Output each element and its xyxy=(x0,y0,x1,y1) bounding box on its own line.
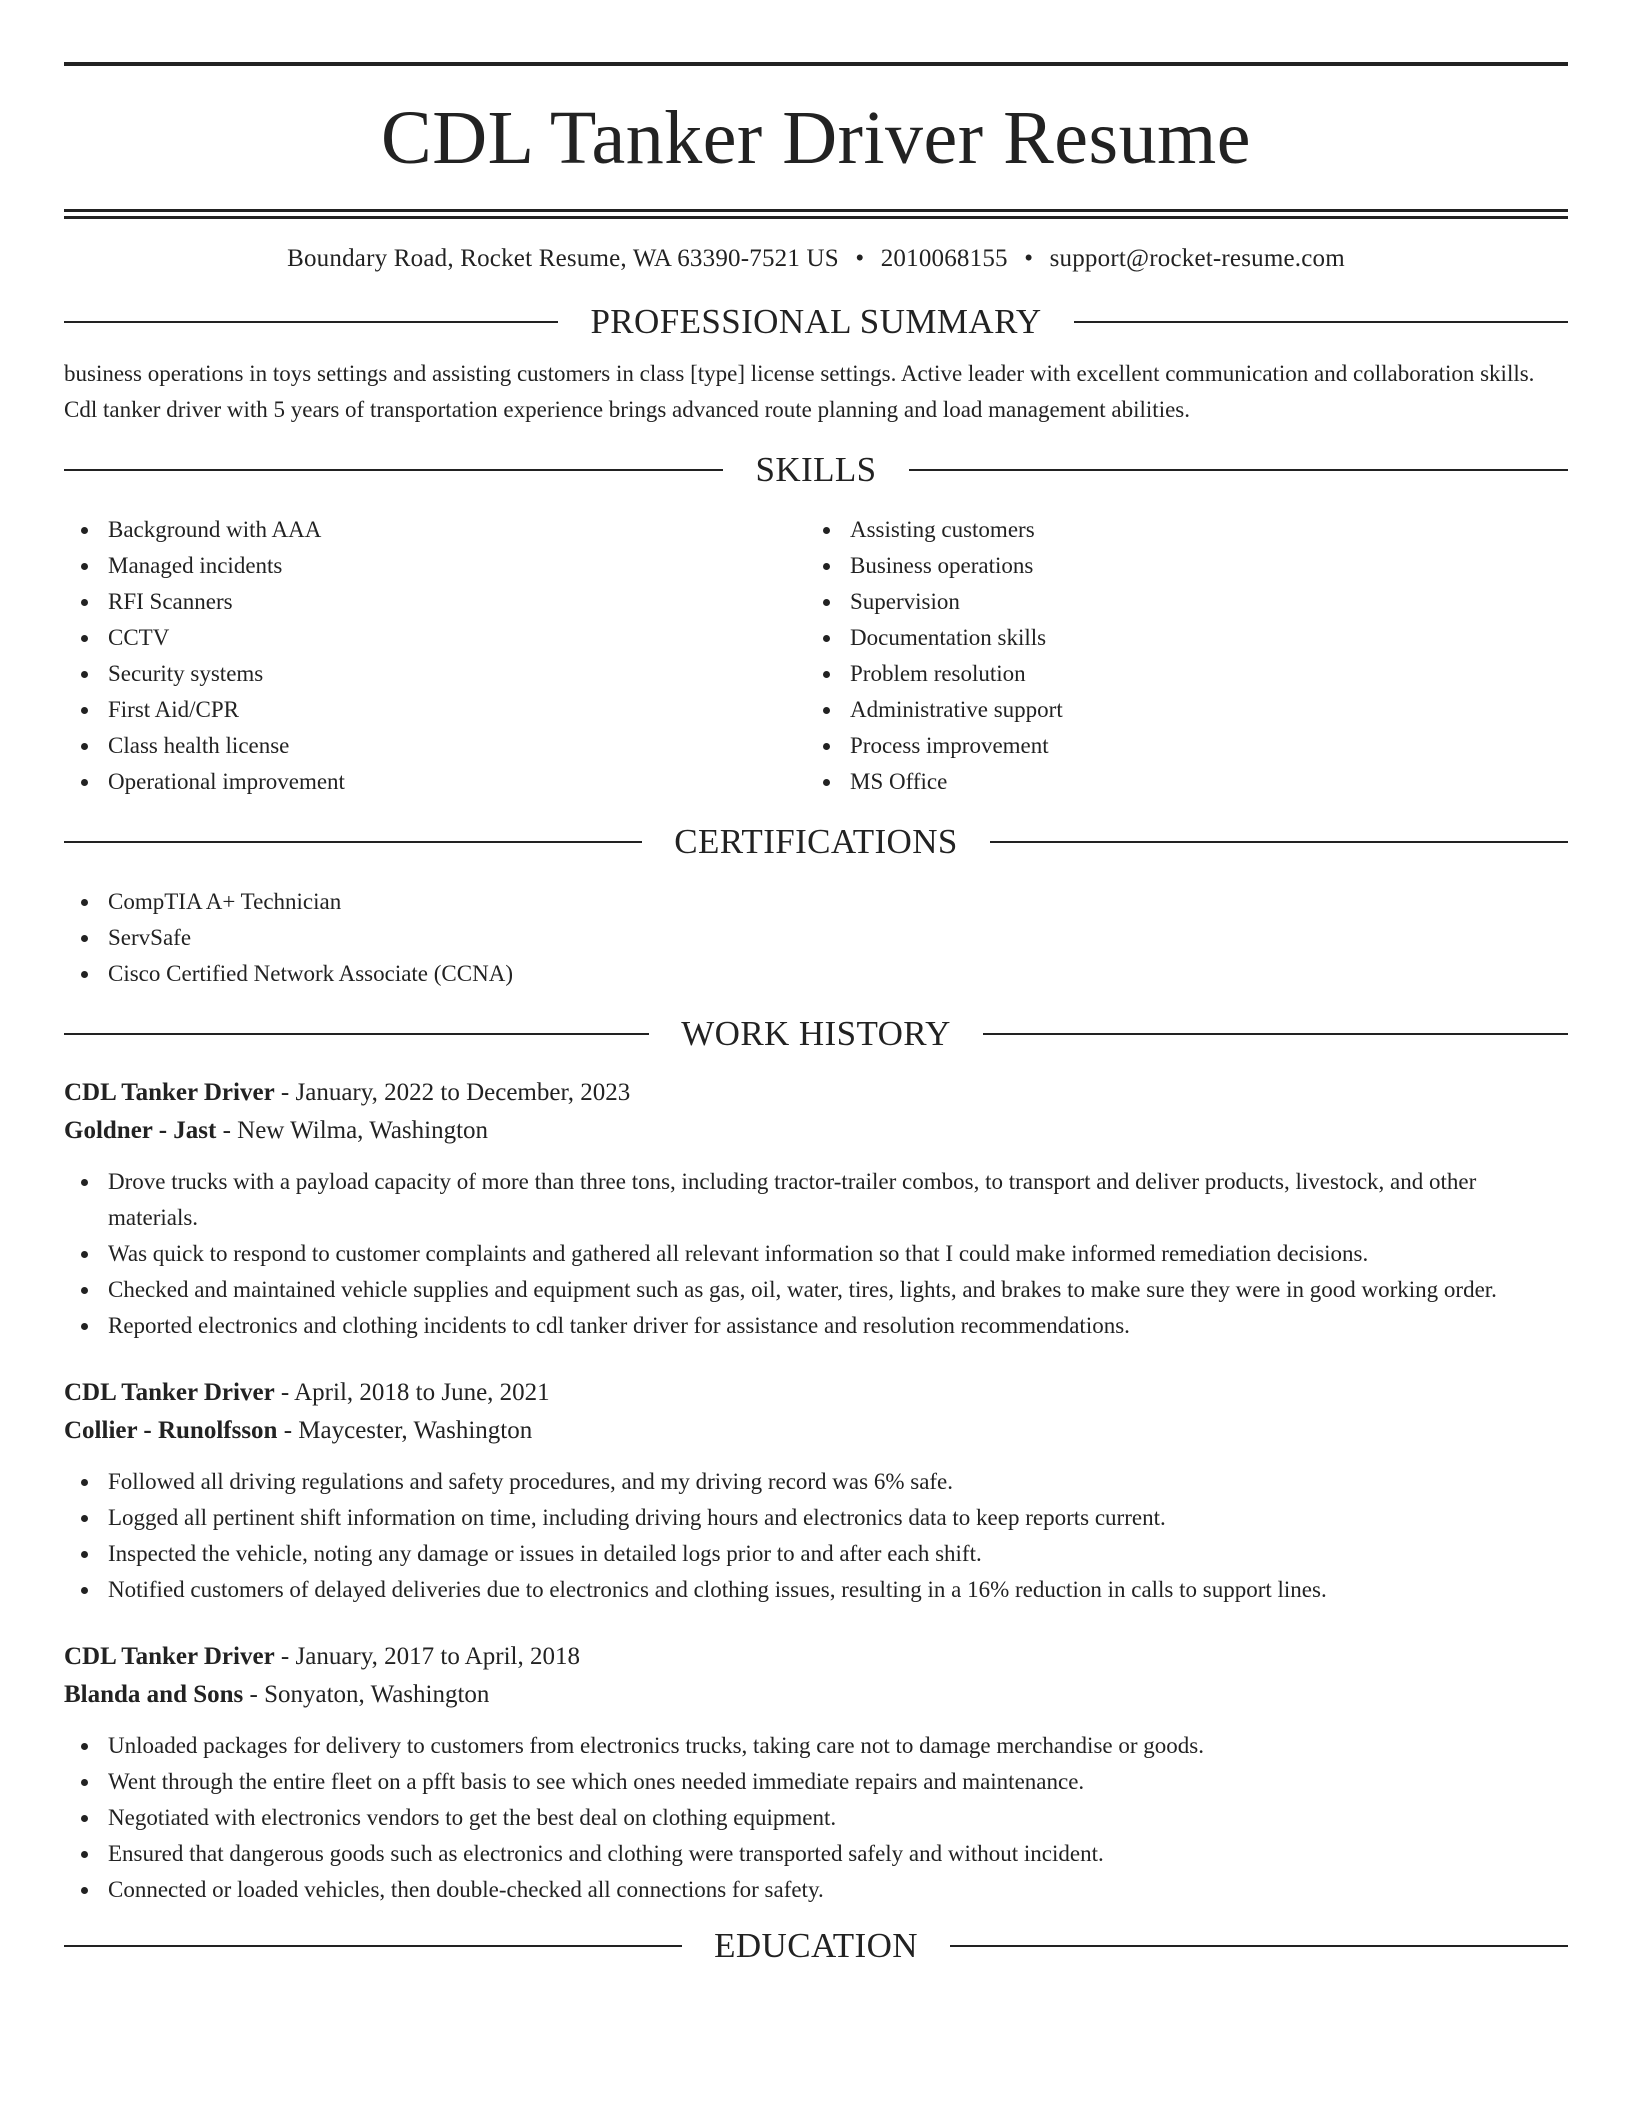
job-title-line xyxy=(64,1638,1568,1676)
skills-list-left xyxy=(64,512,806,800)
section-rule-left xyxy=(64,841,642,843)
job-location: - New Wilma, Washington xyxy=(216,1117,489,1144)
work-history-list xyxy=(64,1074,1568,1908)
section-rule-right xyxy=(983,1033,1568,1035)
skills-heading: SKILLS xyxy=(755,450,877,489)
certification-item: ServSafe xyxy=(64,920,1568,956)
job-entry xyxy=(64,1638,1568,1908)
job-bullet: Drove trucks with a payload capacity of more than three tons, including tractor-trailer combos, to transport and deliver products, livestock, and other materials. xyxy=(64,1164,1568,1236)
job-entry xyxy=(64,1374,1568,1608)
job-title: CDL Tanker Driver xyxy=(64,1379,275,1406)
education-section-header xyxy=(64,1926,1568,1966)
skills-section-header xyxy=(64,450,1568,490)
skill-item: CCTV xyxy=(64,620,806,656)
page-title: CDL Tanker Driver Resume xyxy=(381,96,1251,180)
section-rule-right xyxy=(909,469,1568,471)
certification-item: CompTIA A+ Technician xyxy=(64,884,1568,920)
contact-line xyxy=(64,244,1568,274)
job-bullet: Was quick to respond to customer complaints and gathered all relevant information so that I could make informed remediation decisions. xyxy=(64,1236,1568,1272)
contact-separator: • xyxy=(1024,245,1034,272)
job-bullet: Reported electronics and clothing incidents to cdl tanker driver for assistance and resolution recommendations. xyxy=(64,1308,1568,1344)
section-rule-left xyxy=(64,1945,682,1947)
job-bullet: Logged all pertinent shift information on time, including driving hours and electronics data to keep reports current. xyxy=(64,1500,1568,1536)
summary-text: business operations in toys settings and assisting customers in class [type] license settings. Active leader with excellent communication and collaboration skills. Cdl tanker driver with 5 years of transportation experience brings advanced route planning and load management abilities. xyxy=(64,361,1535,422)
certification-item: Cisco Certified Network Associate (CCNA) xyxy=(64,956,1568,992)
work-section-header xyxy=(64,1014,1568,1054)
certifications-list xyxy=(64,884,1568,992)
skill-item: Operational improvement xyxy=(64,764,806,800)
job-bullet: Notified customers of delayed deliveries due to electronics and clothing issues, resulting in a 16% reduction in calls to support lines. xyxy=(64,1572,1568,1608)
education-heading: EDUCATION xyxy=(714,1926,918,1965)
job-bullet: Followed all driving regulations and safety procedures, and my driving record was 6% safe. xyxy=(64,1464,1568,1500)
job-bullet: Connected or loaded vehicles, then double-checked all connections for safety. xyxy=(64,1872,1568,1908)
contact-separator: • xyxy=(855,245,865,272)
job-location: - Sonyaton, Washington xyxy=(243,1681,490,1708)
skill-item: Supervision xyxy=(806,584,1548,620)
job-bullet: Inspected the vehicle, noting any damage or issues in detailed logs prior to and after each shift. xyxy=(64,1536,1568,1572)
summary-section-header xyxy=(64,302,1568,342)
job-bullet: Ensured that dangerous goods such as electronics and clothing were transported safely and without incident. xyxy=(64,1836,1568,1872)
job-bullets xyxy=(64,1728,1568,1908)
title-double-rule xyxy=(64,209,1568,219)
skill-item: Problem resolution xyxy=(806,656,1548,692)
job-company-line xyxy=(64,1412,1568,1450)
skill-item: MS Office xyxy=(806,764,1548,800)
job-bullets xyxy=(64,1164,1568,1344)
skill-item: Administrative support xyxy=(806,692,1548,728)
contact-address: Boundary Road, Rocket Resume, WA 63390-7521 US xyxy=(287,245,839,272)
section-rule-right xyxy=(950,1945,1568,1947)
job-company-line xyxy=(64,1676,1568,1714)
job-bullet: Unloaded packages for delivery to customers from electronics trucks, taking care not to damage merchandise or goods. xyxy=(64,1728,1568,1764)
skill-item: Documentation skills xyxy=(806,620,1548,656)
skills-list-right xyxy=(806,512,1548,800)
certifications-section-header xyxy=(64,822,1568,862)
skill-item: Security systems xyxy=(64,656,806,692)
skill-item: Class health license xyxy=(64,728,806,764)
skill-item: RFI Scanners xyxy=(64,584,806,620)
top-rule xyxy=(64,62,1568,66)
job-company: Goldner - Jast xyxy=(64,1117,217,1144)
job-company: Blanda and Sons xyxy=(64,1681,244,1708)
skill-item: First Aid/CPR xyxy=(64,692,806,728)
work-heading: WORK HISTORY xyxy=(681,1014,951,1053)
job-bullet: Checked and maintained vehicle supplies and equipment such as gas, oil, water, tires, lights, and brakes to make sure they were in good working order. xyxy=(64,1272,1568,1308)
job-dates: - January, 2017 to April, 2018 xyxy=(274,1643,580,1670)
skill-item: Assisting customers xyxy=(806,512,1548,548)
contact-email[interactable]: support@rocket-resume.com xyxy=(1049,245,1345,272)
job-dates: - January, 2022 to December, 2023 xyxy=(274,1079,631,1106)
skills-columns xyxy=(64,512,1568,800)
section-rule-left xyxy=(64,1033,649,1035)
job-location: - Maycester, Washington xyxy=(277,1417,533,1444)
skill-item: Business operations xyxy=(806,548,1548,584)
section-rule-left xyxy=(64,469,723,471)
skill-item: Managed incidents xyxy=(64,548,806,584)
section-rule-left xyxy=(64,321,558,323)
job-company-line xyxy=(64,1112,1568,1150)
job-title-line xyxy=(64,1374,1568,1412)
job-title: CDL Tanker Driver xyxy=(64,1643,275,1670)
job-entry xyxy=(64,1074,1568,1344)
job-title-line xyxy=(64,1074,1568,1112)
certifications-heading: CERTIFICATIONS xyxy=(674,822,958,861)
section-rule-right xyxy=(1074,321,1568,323)
section-rule-right xyxy=(990,841,1568,843)
job-bullet: Negotiated with electronics vendors to get the best deal on clothing equipment. xyxy=(64,1800,1568,1836)
job-bullet: Went through the entire fleet on a pfft basis to see which ones needed immediate repairs and maintenance. xyxy=(64,1764,1568,1800)
job-dates: - April, 2018 to June, 2021 xyxy=(274,1379,550,1406)
job-bullets xyxy=(64,1464,1568,1608)
skill-item: Background with AAA xyxy=(64,512,806,548)
summary-heading: PROFESSIONAL SUMMARY xyxy=(590,302,1042,341)
skill-item: Process improvement xyxy=(806,728,1548,764)
job-title: CDL Tanker Driver xyxy=(64,1079,275,1106)
job-company: Collier - Runolfsson xyxy=(64,1417,278,1444)
contact-phone: 2010068155 xyxy=(880,245,1008,272)
